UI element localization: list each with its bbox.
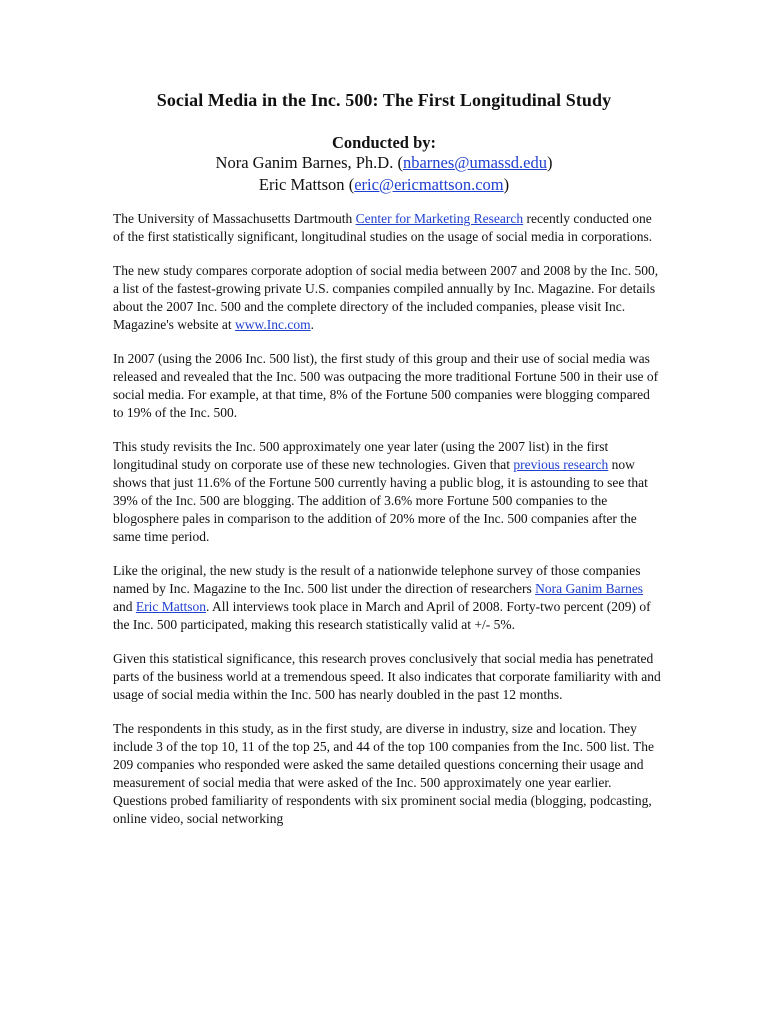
author-name-barnes: Nora Ganim Barnes, Ph.D. — [215, 153, 394, 172]
paragraph-significance: Given this statistical significance, this research proves conclusively that social media has penetrated parts of the business world at a tremendous speed. It also indicates that corporate familiarity with and usage of social media within the Inc. 500 has nearly doubled in the past 12 months. — [113, 651, 661, 702]
paragraph-text: The University of Massachusetts Dartmouth — [113, 211, 356, 226]
author-name-mattson: Eric Mattson — [258, 175, 345, 194]
paragraph-2007-study: In 2007 (using the 2006 Inc. 500 list), the first study of this group and their use of social media was released and revealed that the Inc. 500 was outpacing the more traditional Fortune 500 in their use of social media. For example, at that time, 8% of the Fortune 500 companies were blogging compared to 19% of the Inc. 500. — [113, 351, 659, 420]
conducted-by-heading: Conducted by: — [331, 133, 437, 152]
author-line-barnes: Nora Ganim Barnes, Ph.D. (nbarnes@umassd.edu) — [215, 153, 553, 172]
email-link-barnes[interactable]: nbarnes@umassd.edu — [402, 153, 547, 172]
paragraph-text: Like the original, the new study is the result of a nationwide telephone survey of those companies named by Inc. Magazine to the Inc. 500 list under the direction of researchers — [113, 563, 641, 596]
paragraph-revisit — [113, 438, 661, 546]
paragraph-methodology — [113, 562, 661, 634]
paragraph-intro — [113, 210, 661, 246]
inc-website-link[interactable]: www.Inc.com — [235, 317, 311, 332]
paragraph-text: recently conducted one of the first statistically significant, longitudinal studies on the usage of social media in corporations. — [113, 211, 653, 244]
nora-ganim-barnes-link[interactable]: Nora Ganim Barnes — [535, 581, 644, 596]
paragraph-text: This study revisits the Inc. 500 approximately one year later (using the 2007 list) in the first longitudinal study on corporate use of these new technologies. Given that — [113, 439, 609, 472]
paragraph-text: . — [310, 317, 314, 332]
email-link-mattson[interactable]: eric@ericmattson.com — [354, 175, 504, 194]
paragraph-text: and — [113, 599, 136, 614]
paragraph-respondents: The respondents in this study, as in the first study, are diverse in industry, size and location. They include 3 of the top 10, 11 of the top 25, and 44 of the top 100 companies from the Inc. 500 list. The 209 companies who responded were asked the same detailed questions concerning their usage and measurement of social media that were asked of the Inc. 500 approximately one year earlier. Questions probed familiarity of respondents with six prominent social media (blogging, podcasting, online video, social networking — [113, 721, 655, 826]
paragraph-study-comparison — [113, 262, 661, 334]
document-title: Social Media in the Inc. 500: The First Longitudinal Study — [156, 90, 612, 110]
eric-mattson-link[interactable]: Eric Mattson — [135, 599, 206, 614]
paragraph-text: . All interviews took place in March and April of 2008. Forty-two percent (209) of the Inc. 500 participated, making this research statistically valid at +/- 5%. — [113, 599, 651, 632]
center-for-marketing-research-link[interactable]: Center for Marketing Research — [355, 211, 524, 226]
paragraph-text: The new study compares corporate adoption of social media between 2007 and 2008 by the Inc. 500, a list of the fastest-growing private U.S. companies compiled annually by Inc. Magazine. For details about the 2007 Inc. 500 and the complete directory of the included companies, please visit Inc. Magazine's website at — [113, 263, 659, 332]
previous-research-link[interactable]: previous research — [513, 457, 609, 472]
author-line-mattson: Eric Mattson (eric@ericmattson.com) — [258, 175, 510, 194]
paragraph-text: now shows that just 11.6% of the Fortune 500 currently having a public blog, it is astounding to see that 39% of the Inc. 500 are blogging. The addition of 3.6% more Fortune 500 companies to the blogosphere pales in comparison to the addition of 20% more of the Inc. 500 companies after the same time period. — [113, 457, 648, 544]
document-body — [113, 210, 661, 844]
